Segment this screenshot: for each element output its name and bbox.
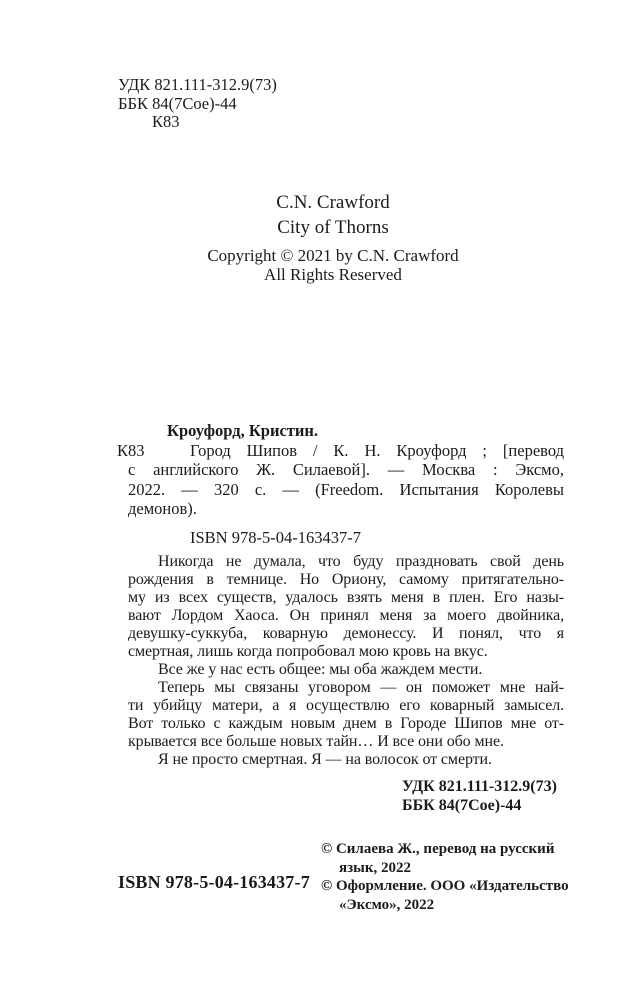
- isbn-bottom: ISBN 978-5-04-163437-7: [118, 872, 310, 892]
- copyright-statement: [116, 247, 550, 284]
- catalog-card: [117, 421, 564, 547]
- original-title-block: [116, 190, 550, 284]
- catalog-line: демонов).: [128, 499, 197, 518]
- annotation-line: смертная, лишь когда попробовал мою кровь на вкус.: [128, 643, 488, 660]
- original-author: C.N. Crawford: [276, 192, 390, 213]
- annotation-line: Я не просто смертная. Я — на волосок от смерти.: [158, 751, 492, 768]
- annotation-line: ти убийцу матери, а я осуществлю его коварный замысел.: [128, 697, 564, 714]
- annotation-line: Теперь мы связаны уговором — он поможет мне най-: [158, 679, 564, 696]
- copyright-notice-line: © Силаева Ж., перевод на русский: [321, 841, 555, 857]
- catalog-isbn: ISBN 978-5-04-163437-7: [190, 527, 361, 547]
- annotation-line: вают Лордом Хаоса. Он принял меня за моего двойника,: [128, 607, 564, 624]
- classification-bottom: [402, 777, 557, 815]
- catalog-line: с английского Ж. Силаевой]. — Москва : Эксмо,: [128, 460, 564, 479]
- bbk-code: ББК 84(7Сое)-44: [402, 797, 522, 814]
- author-sign: К83: [117, 440, 145, 460]
- copyright-line: Copyright © 2021 by C.N. Crawford: [207, 246, 459, 265]
- annotation-line: рождения в темнице. Но Ориону, самому притягательно-: [128, 571, 564, 588]
- udk-code: УДК 821.111-312.9(73): [402, 778, 557, 795]
- classification-top: [118, 76, 277, 132]
- catalog-line: 2022. — 320 с. — (Freedom. Испытания Королевы: [128, 479, 564, 499]
- annotation-line: Все же у нас есть общее: мы оба жаждем мести.: [158, 661, 483, 678]
- copyright-notices: [321, 840, 569, 914]
- copyright-notice-line: «Эксмо», 2022: [339, 896, 435, 913]
- catalog-author-heading: Кроуфорд, Кристин.: [167, 421, 319, 440]
- annotation-line: му из всех существ, удалось взять меня в плен. Его назы-: [128, 589, 564, 606]
- annotation: [128, 553, 564, 769]
- copyright-notice-line: язык, 2022: [339, 859, 411, 876]
- original-title: City of Thorns: [277, 217, 389, 238]
- annotation-line: Никогда не думала, что буду праздновать свой день: [158, 553, 564, 570]
- rights-line: All Rights Reserved: [264, 264, 402, 284]
- bbk-code: ББК 84(7Сое)-44: [118, 93, 237, 113]
- udk-code: УДК 821.111-312.9(73): [118, 75, 277, 94]
- copyright-notice-line: © Оформление. ООО «Издательство: [321, 878, 569, 894]
- annotation-line: Вот только с каждым новым днем в Городе Шипов мне от-: [128, 715, 564, 732]
- annotation-line: крывается все больше новых тайн… И все они обо мне.: [128, 733, 504, 750]
- catalog-line: Город Шипов / К. Н. Кроуфорд ; [перевод: [190, 440, 564, 460]
- author-sign: К83: [152, 112, 180, 131]
- annotation-line: девушку-суккуба, коварную демонессу. И понял, что я: [128, 625, 564, 642]
